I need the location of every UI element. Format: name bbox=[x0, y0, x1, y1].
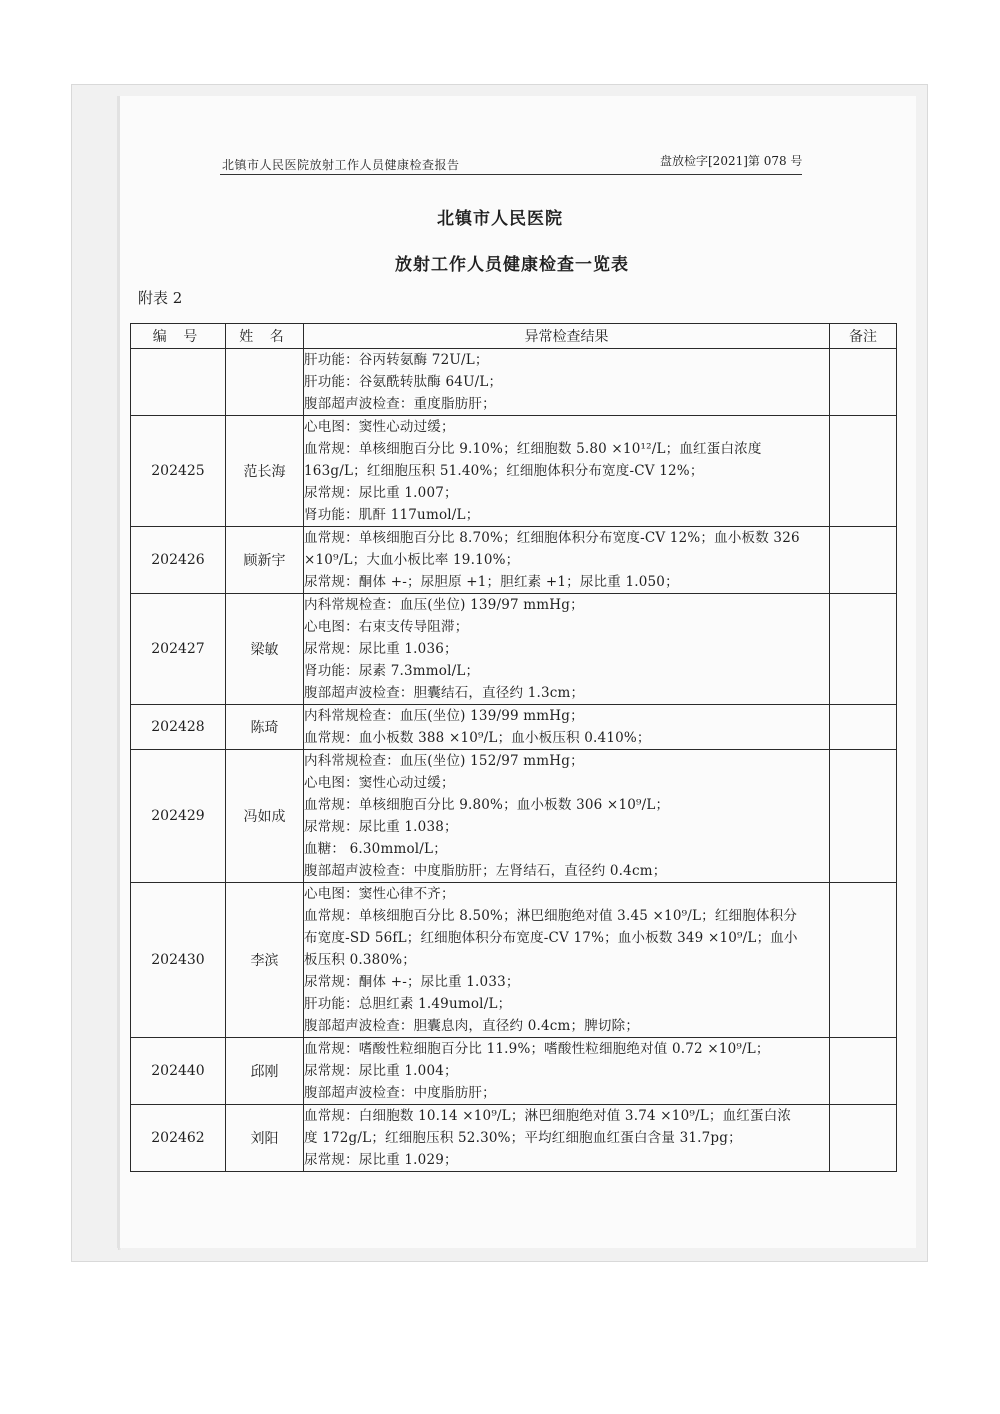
result-line: 肝功能：谷氨酰转肽酶 64U/L； bbox=[304, 374, 503, 390]
employee-id-cell: 202429 bbox=[131, 750, 226, 883]
result-line: 内科常规检查：血压(坐位) 139/99 mmHg； bbox=[304, 708, 584, 724]
table-row bbox=[131, 416, 897, 527]
result-line: 血糖： 6.30mmol/L； bbox=[304, 841, 447, 857]
employee-name-cell: 陈琦 bbox=[226, 705, 304, 750]
result-line: 血常规：单核细胞百分比 9.10%；红细胞数 5.80 ×10¹²/L；血红蛋白浓度 bbox=[304, 441, 762, 457]
remark-cell bbox=[830, 705, 897, 750]
employee-id-cell: 202462 bbox=[131, 1105, 226, 1172]
employee-name-cell: 刘阳 bbox=[226, 1105, 304, 1172]
result-line: 血常规：血小板数 388 ×10⁹/L；血小板压积 0.410%； bbox=[304, 730, 651, 746]
result-line: 尿常规：酮体 +-；尿比重 1.033； bbox=[304, 974, 520, 990]
result-line: 肝功能：谷丙转氨酶 72U/L； bbox=[304, 352, 489, 368]
column-header-result: 异常检查结果 bbox=[304, 324, 830, 349]
abnormal-results-cell bbox=[304, 594, 830, 705]
hospital-title: 北镇市人民医院 bbox=[437, 209, 563, 229]
table-row bbox=[131, 883, 897, 1038]
column-header-id: 编 号 bbox=[131, 324, 226, 349]
table-body bbox=[131, 349, 897, 1172]
result-line: 腹部超声波检查：中度脂肪肝；左肾结石，直径约 0.4cm； bbox=[304, 863, 667, 879]
abnormal-results-cell bbox=[304, 883, 830, 1038]
result-line: 尿常规：尿比重 1.029； bbox=[304, 1152, 458, 1168]
table-row bbox=[131, 594, 897, 705]
result-line: 心电图：右束支传导阻滞； bbox=[304, 619, 469, 635]
report-header-title: 北镇市人民医院放射工作人员健康检查报告 bbox=[222, 158, 460, 172]
table-row bbox=[131, 750, 897, 883]
employee-id-cell: 202428 bbox=[131, 705, 226, 750]
table-header-row bbox=[131, 324, 897, 349]
result-line: 布宽度-SD 56fL；红细胞体积分布宽度-CV 17%；血小板数 349 ×10⁹/L；血小 bbox=[304, 930, 798, 946]
result-line: 心电图：窦性心动过缓； bbox=[304, 419, 455, 435]
remark-cell bbox=[830, 750, 897, 883]
result-line: 腹部超声波检查：重度脂肪肝； bbox=[304, 396, 496, 412]
header-divider bbox=[220, 174, 802, 175]
result-line: 腹部超声波检查：胆囊息肉，直径约 0.4cm；脾切除； bbox=[304, 1018, 640, 1034]
remark-cell bbox=[830, 594, 897, 705]
employee-id-cell: 202425 bbox=[131, 416, 226, 527]
remark-cell bbox=[830, 349, 897, 416]
remark-cell bbox=[830, 1105, 897, 1172]
column-header-name: 姓 名 bbox=[226, 324, 304, 349]
result-line: 腹部超声波检查：中度脂肪肝； bbox=[304, 1085, 496, 1101]
table-row bbox=[131, 1105, 897, 1172]
result-line: 内科常规检查：血压(坐位) 152/97 mmHg； bbox=[304, 753, 584, 769]
result-line: 尿常规：尿比重 1.036； bbox=[304, 641, 458, 657]
health-check-table bbox=[130, 323, 897, 1172]
employee-id-cell bbox=[131, 349, 226, 416]
result-line: 内科常规检查：血压(坐位) 139/97 mmHg； bbox=[304, 597, 584, 613]
remark-cell bbox=[830, 416, 897, 527]
result-line: 血常规：单核细胞百分比 8.50%；淋巴细胞绝对值 3.45 ×10⁹/L；红细胞体积分 bbox=[304, 908, 798, 924]
result-line: ×10⁹/L；大血小板比率 19.10%； bbox=[304, 552, 520, 568]
report-document-number: 盘放检字[2021]第 078 号 bbox=[660, 154, 803, 168]
employee-id-cell: 202430 bbox=[131, 883, 226, 1038]
abnormal-results-cell bbox=[304, 527, 830, 594]
result-line: 心电图：窦性心律不齐； bbox=[304, 886, 455, 902]
employee-id-cell: 202427 bbox=[131, 594, 226, 705]
remark-cell bbox=[830, 1038, 897, 1105]
abnormal-results-cell bbox=[304, 705, 830, 750]
employee-name-cell: 李滨 bbox=[226, 883, 304, 1038]
result-line: 血常规：白细胞数 10.14 ×10⁹/L；淋巴细胞绝对值 3.74 ×10⁹/L；血红蛋白浓 bbox=[304, 1108, 792, 1124]
table-title: 放射工作人员健康检查一览表 bbox=[395, 255, 629, 275]
table-row bbox=[131, 349, 897, 416]
result-line: 肾功能：尿素 7.3mmol/L； bbox=[304, 663, 480, 679]
result-line: 163g/L；红细胞压积 51.40%；红细胞体积分布宽度-CV 12%； bbox=[304, 463, 704, 479]
result-line: 板压积 0.380%； bbox=[304, 952, 416, 968]
result-line: 尿常规：酮体 +-；尿胆原 +1；胆红素 +1；尿比重 1.050； bbox=[304, 574, 679, 590]
employee-id-cell: 202440 bbox=[131, 1038, 226, 1105]
result-line: 尿常规：尿比重 1.007； bbox=[304, 485, 458, 501]
abnormal-results-cell bbox=[304, 416, 830, 527]
abnormal-results-cell bbox=[304, 1105, 830, 1172]
result-line: 尿常规：尿比重 1.038； bbox=[304, 819, 458, 835]
employee-name-cell: 范长海 bbox=[226, 416, 304, 527]
employee-name-cell: 顾新宇 bbox=[226, 527, 304, 594]
column-header-remark: 备注 bbox=[830, 324, 897, 349]
abnormal-results-cell bbox=[304, 1038, 830, 1105]
employee-id-cell: 202426 bbox=[131, 527, 226, 594]
result-line: 腹部超声波检查：胆囊结石，直径约 1.3cm； bbox=[304, 685, 585, 701]
employee-name-cell: 冯如成 bbox=[226, 750, 304, 883]
result-line: 肝功能：总胆红素 1.49umol/L； bbox=[304, 996, 512, 1012]
table-row bbox=[131, 527, 897, 594]
result-line: 血常规：单核细胞百分比 9.80%；血小板数 306 ×10⁹/L； bbox=[304, 797, 670, 813]
result-line: 血常规：嗜酸性粒细胞百分比 11.9%；嗜酸性粒细胞绝对值 0.72 ×10⁹/L； bbox=[304, 1041, 770, 1057]
employee-name-cell: 梁敏 bbox=[226, 594, 304, 705]
table-row bbox=[131, 1038, 897, 1105]
employee-name-cell: 邱刚 bbox=[226, 1038, 304, 1105]
result-line: 尿常规：尿比重 1.004； bbox=[304, 1063, 458, 1079]
annex-label: 附表 2 bbox=[138, 289, 183, 307]
abnormal-results-cell bbox=[304, 349, 830, 416]
abnormal-results-cell bbox=[304, 750, 830, 883]
table-row bbox=[131, 705, 897, 750]
remark-cell bbox=[830, 883, 897, 1038]
remark-cell bbox=[830, 527, 897, 594]
result-line: 肾功能：肌酐 117umol/L； bbox=[304, 507, 480, 523]
result-line: 血常规：单核细胞百分比 8.70%；红细胞体积分布宽度-CV 12%；血小板数 326 bbox=[304, 530, 800, 546]
result-line: 心电图：窦性心动过缓； bbox=[304, 775, 455, 791]
employee-name-cell bbox=[226, 349, 304, 416]
result-line: 度 172g/L；红细胞压积 52.30%；平均红细胞血红蛋白含量 31.7pg； bbox=[304, 1130, 742, 1146]
